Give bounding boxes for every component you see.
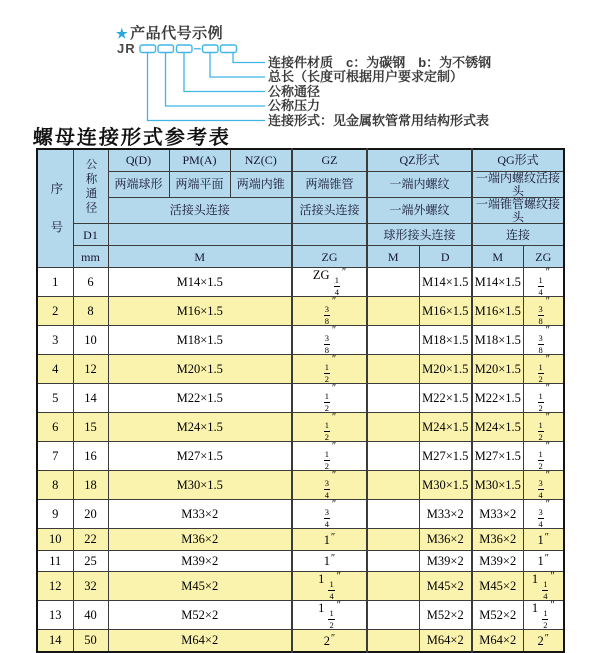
table-row: [37, 529, 564, 551]
table-row: [37, 355, 564, 384]
cell-qg-zg: $\frac{1}{2}$ ″: [523, 355, 564, 384]
cell-qz-m: [367, 297, 419, 326]
cell-qg-m: M64×2: [472, 630, 523, 652]
header-pm-desc: 两端平面: [169, 172, 230, 198]
connector-line: [210, 53, 265, 78]
cell-m: M30×1.5: [108, 471, 292, 500]
cell-m: M20×1.5: [108, 355, 292, 384]
header-zg: ZG: [292, 246, 367, 268]
cell-seq: 2: [37, 297, 73, 326]
header-nz: NZ(C): [230, 149, 292, 172]
cell-seq: 10: [37, 529, 73, 551]
header-gz-connection: 活接头连接: [292, 198, 367, 224]
cell-seq: 4: [37, 355, 73, 384]
table-body: [37, 268, 564, 652]
cell-qz-d: M24×1.5: [419, 413, 472, 442]
header-row: [37, 149, 564, 172]
connector-line: [184, 53, 265, 92]
cell-qz-d: M27×1.5: [419, 442, 472, 471]
cell-qg-m: M45×2: [472, 572, 523, 601]
cell-m: M39×2: [108, 550, 292, 572]
nut-connection-reference-table: [36, 148, 565, 653]
header-qz-d: D: [419, 246, 472, 268]
cell-qg-m: M14×1.5: [472, 268, 523, 297]
header-row: [37, 246, 564, 268]
cell-gz-zg: 2″: [292, 630, 367, 652]
table-row: [37, 442, 564, 471]
table-row: [37, 384, 564, 413]
cell-qg-zg: 1″: [523, 529, 564, 551]
cell-qz-d: M64×2: [419, 630, 472, 652]
cell-gz-zg: 1 $\frac{1}{4}$ ″: [292, 572, 367, 601]
cell-m: M45×2: [108, 572, 292, 601]
cell-dn: 20: [73, 500, 108, 529]
cell-qz-m: [367, 413, 419, 442]
cell-dn: 25: [73, 550, 108, 572]
cell-seq: 11: [37, 550, 73, 572]
product-code-heading: [116, 22, 223, 43]
header-q-desc: 两端球形: [108, 172, 169, 198]
header-qg-connection: 连接: [472, 224, 564, 246]
cell-m: M36×2: [108, 529, 292, 551]
header-q: Q(D): [108, 149, 169, 172]
cell-qg-zg: $\frac{3}{8}$ ″: [523, 326, 564, 355]
connector-line: [166, 53, 266, 107]
cell-dn: 22: [73, 529, 108, 551]
table-row: [37, 630, 564, 652]
cell-qz-d: M20×1.5: [419, 355, 472, 384]
cell-gz-zg: 1 $\frac{1}{2}$ ″: [292, 601, 367, 630]
header-gz: GZ: [292, 149, 367, 172]
header-qg-m: M: [472, 246, 523, 268]
table-row: [37, 326, 564, 355]
cell-gz-zg: $\frac{3}{8}$ ″: [292, 326, 367, 355]
cell-qz-m: [367, 268, 419, 297]
cell-qz-m: [367, 442, 419, 471]
table-row: [37, 471, 564, 500]
header-pm: PM(A): [169, 149, 230, 172]
cell-qz-m: [367, 355, 419, 384]
code-label-pressure: 公称压力: [268, 98, 321, 113]
cell-dn: 6: [73, 268, 108, 297]
cell-gz-zg: $\frac{3}{8}$ ″: [292, 297, 367, 326]
cell-qz-d: M16×1.5: [419, 297, 472, 326]
cell-seq: 13: [37, 601, 73, 630]
cell-qg-zg: $\frac{3}{4}$ ″: [523, 471, 564, 500]
cell-qg-m: M36×2: [472, 529, 523, 551]
header-qz-m: M: [367, 246, 419, 268]
header-qz-desc2: 一端外螺纹: [367, 198, 472, 224]
cell-qg-m: M33×2: [472, 500, 523, 529]
header-qz-connection: 球形接头连接: [367, 224, 472, 246]
header-qg-desc2: 一端锥管螺纹接头: [472, 198, 564, 224]
cell-qg-m: M20×1.5: [472, 355, 523, 384]
cell-m: M52×2: [108, 601, 292, 630]
table-title: 螺母连接形式参考表: [32, 125, 232, 149]
cell-gz-zg: $\frac{1}{2}$ ″: [292, 355, 367, 384]
cell-qz-m: [367, 471, 419, 500]
header-blank: [292, 224, 367, 246]
cell-dn: 40: [73, 601, 108, 630]
cell-qz-d: M33×2: [419, 500, 472, 529]
header-row: [37, 198, 564, 224]
cell-seq: 7: [37, 442, 73, 471]
cell-qg-m: M18×1.5: [472, 326, 523, 355]
cell-dn: 8: [73, 297, 108, 326]
code-box: [158, 45, 174, 53]
cell-gz-zg: 1″: [292, 529, 367, 551]
code-label-connection: 连接形式：见金属软管常用结构形式表: [268, 113, 490, 128]
cell-dn: 14: [73, 384, 108, 413]
cell-gz-zg: $\frac{3}{4}$ ″: [292, 471, 367, 500]
header-blank: [108, 224, 292, 246]
header-m: M: [108, 246, 292, 268]
cell-qg-zg: $\frac{1}{2}$ ″: [523, 384, 564, 413]
cell-qz-d: M14×1.5: [419, 268, 472, 297]
cell-m: M27×1.5: [108, 442, 292, 471]
cell-qz-m: [367, 384, 419, 413]
cell-qz-m: [367, 630, 419, 652]
table-row: [37, 500, 564, 529]
code-label-material: 连接件材质 c：为碳钢 b：为不锈钢: [268, 55, 492, 70]
cell-qg-zg: $\frac{3}{4}$ ″: [523, 500, 564, 529]
cell-qz-m: [367, 326, 419, 355]
code-box: [221, 45, 237, 53]
cell-dn: 32: [73, 572, 108, 601]
table-row: [37, 268, 564, 297]
header-d1: D1: [73, 224, 108, 246]
cell-qz-d: M22×1.5: [419, 384, 472, 413]
cell-seq: 8: [37, 471, 73, 500]
cell-gz-zg: 1″: [292, 550, 367, 572]
header-mm: mm: [73, 246, 108, 268]
header-nz-desc: 两端内锥: [230, 172, 292, 198]
header-union-connection: 活接头连接: [108, 198, 292, 224]
table-row: [37, 297, 564, 326]
cell-gz-zg: ZG $\frac{1}{4}$ ″: [292, 268, 367, 297]
cell-qg-m: M22×1.5: [472, 384, 523, 413]
star-icon: ★: [116, 26, 129, 41]
code-box: [203, 45, 219, 53]
cell-qg-zg: 1 $\frac{1}{2}$ ″: [523, 601, 564, 630]
cell-qz-m: [367, 529, 419, 551]
header-seq: 序号: [37, 149, 73, 268]
cell-qz-d: M18×1.5: [419, 326, 472, 355]
cell-m: M22×1.5: [108, 384, 292, 413]
cell-qg-m: M27×1.5: [472, 442, 523, 471]
header-nominal-diameter: 公称通径: [73, 149, 108, 224]
header-gz-desc: 两端锥管: [292, 172, 367, 198]
product-code-heading-text: 产品代号示例: [130, 25, 224, 42]
header-qg-desc1: 一端内螺纹活接头: [472, 172, 564, 198]
cell-gz-zg: $\frac{1}{2}$ ″: [292, 413, 367, 442]
cell-qz-d: M36×2: [419, 529, 472, 551]
cell-qg-m: M24×1.5: [472, 413, 523, 442]
cell-m: M24×1.5: [108, 413, 292, 442]
header-row: [37, 172, 564, 198]
cell-dn: 18: [73, 471, 108, 500]
cell-qz-d: M30×1.5: [419, 471, 472, 500]
cell-seq: 3: [37, 326, 73, 355]
cell-dn: 50: [73, 630, 108, 652]
cell-seq: 12: [37, 572, 73, 601]
cell-qz-m: [367, 572, 419, 601]
cell-m: M14×1.5: [108, 268, 292, 297]
product-code-prefix: JR: [117, 41, 136, 56]
code-label-diameter: 公称通径: [268, 84, 321, 99]
cell-qz-m: [367, 500, 419, 529]
cell-qz-m: [367, 550, 419, 572]
cell-qz-m: [367, 601, 419, 630]
cell-dn: 15: [73, 413, 108, 442]
table-row: [37, 601, 564, 630]
cell-gz-zg: $\frac{3}{4}$ ″: [292, 500, 367, 529]
cell-dn: 16: [73, 442, 108, 471]
cell-qz-d: M45×2: [419, 572, 472, 601]
cell-dn: 12: [73, 355, 108, 384]
cell-qg-zg: $\frac{1}{4}$ ″: [523, 268, 564, 297]
cell-qg-zg: $\frac{3}{8}$ ″: [523, 297, 564, 326]
cell-gz-zg: $\frac{1}{2}$ ″: [292, 384, 367, 413]
table-row: [37, 550, 564, 572]
header-qg-zg: ZG: [523, 246, 564, 268]
cell-qz-d: M52×2: [419, 601, 472, 630]
cell-dn: 10: [73, 326, 108, 355]
cell-qg-zg: $\frac{1}{2}$ ″: [523, 413, 564, 442]
code-box: [177, 45, 193, 53]
cell-seq: 14: [37, 630, 73, 652]
header-row: [37, 224, 564, 246]
cell-qg-m: M30×1.5: [472, 471, 523, 500]
table-row: [37, 413, 564, 442]
cell-seq: 5: [37, 384, 73, 413]
cell-qg-zg: 1 $\frac{1}{4}$ ″: [523, 572, 564, 601]
cell-qg-zg: $\frac{1}{2}$ ″: [523, 442, 564, 471]
cell-m: M16×1.5: [108, 297, 292, 326]
cell-qg-zg: 1″: [523, 550, 564, 572]
cell-qz-d: M39×2: [419, 550, 472, 572]
cell-m: M18×1.5: [108, 326, 292, 355]
cell-qg-m: M52×2: [472, 601, 523, 630]
cell-qg-m: M16×1.5: [472, 297, 523, 326]
header-qg: QG形式: [472, 149, 564, 172]
header-qz: QZ形式: [367, 149, 472, 172]
cell-seq: 9: [37, 500, 73, 529]
cell-m: M33×2: [108, 500, 292, 529]
table-row: [37, 572, 564, 601]
header-qz-desc1: 一端内螺纹: [367, 172, 472, 198]
code-label-length: 总长（长度可根据用户要求定制）: [268, 69, 464, 84]
cell-gz-zg: $\frac{1}{2}$ ″: [292, 442, 367, 471]
cell-seq: 1: [37, 268, 73, 297]
cell-qg-m: M39×2: [472, 550, 523, 572]
cell-m: M64×2: [108, 630, 292, 652]
cell-qg-zg: 2″: [523, 630, 564, 652]
cell-seq: 6: [37, 413, 73, 442]
connector-line: [233, 53, 265, 63]
code-box: [140, 45, 156, 53]
